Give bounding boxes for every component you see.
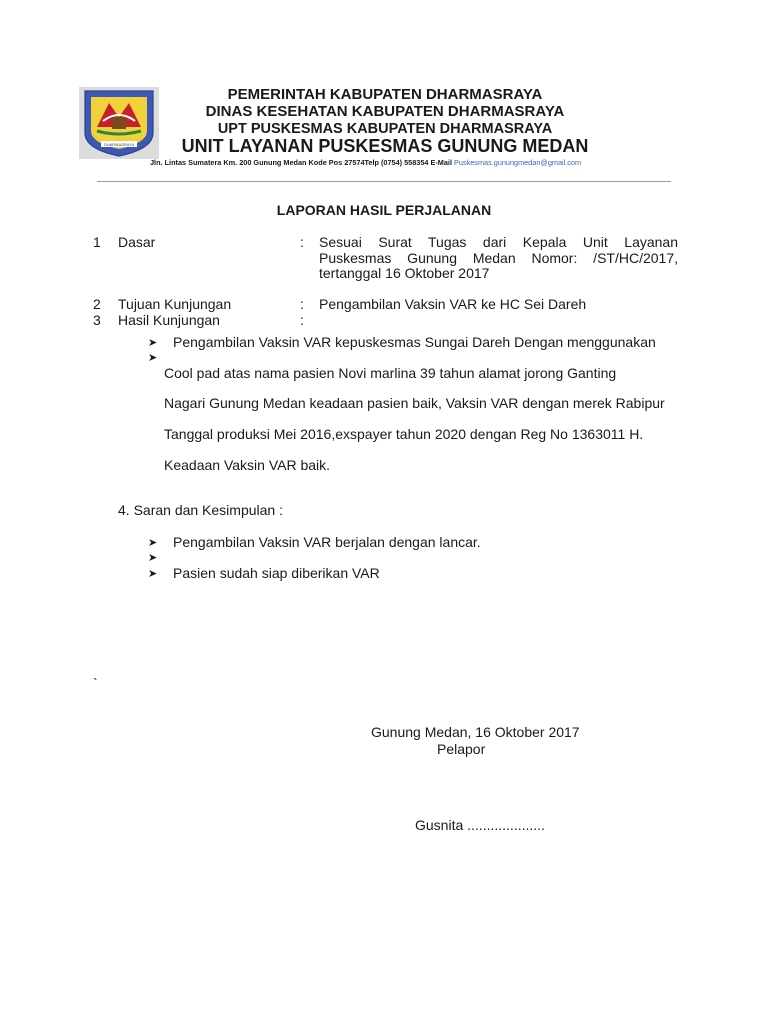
- hasil-bullet-text: Pengambilan Vaksin VAR kepuskesmas Sungai Dareh Dengan menggunakan: [173, 334, 656, 350]
- saran-bullet-text: Pasien sudah siap diberikan VAR: [173, 565, 380, 581]
- item-colon: :: [300, 234, 304, 250]
- address-text: Jln. Lintas Sumatera Km. 200 Gunung Medan Kode Pos 27574Telp (0754) 558354 E-Mail: [150, 158, 455, 167]
- header-line-unit: UNIT LAYANAN PUSKESMAS GUNUNG MEDAN: [181, 136, 589, 156]
- bullet-arrow-icon: ➤: [148, 552, 158, 564]
- bullet-arrow-icon: ➤: [148, 537, 158, 549]
- item-colon: :: [300, 312, 304, 328]
- item-label-tujuan: Tujuan Kunjungan: [118, 296, 232, 312]
- item-label-dasar: Dasar: [118, 234, 156, 250]
- header-divider: [97, 181, 671, 182]
- email-link[interactable]: Puskesmas.gunungmedan@gmail.com: [454, 158, 582, 167]
- header-address: [150, 158, 581, 167]
- bullet-arrow-icon: ➤: [148, 568, 158, 580]
- svg-text:DHARMASRAYA: DHARMASRAYA: [103, 142, 135, 147]
- dasar-value-line: tertanggal 16 Oktober 2017: [319, 265, 490, 281]
- saran-bullet-text: Pengambilan Vaksin VAR berjalan dengan lancar.: [173, 534, 481, 550]
- item-number: 2: [93, 296, 101, 312]
- report-title: LAPORAN HASIL PERJALANAN: [276, 202, 492, 218]
- dasar-value-line: Puskesmas Gunung Medan Nomor: /ST/HC/2017,: [319, 250, 678, 266]
- header-line-upt: UPT PUSKESMAS KABUPATEN DHARMASRAYA: [217, 121, 553, 137]
- dasar-value-line: Sesuai Surat Tugas dari Kepala Unit Layanan: [319, 234, 678, 250]
- saran-heading: 4. Saran dan Kesimpulan :: [118, 502, 283, 518]
- item-number: 3: [93, 312, 101, 328]
- regency-logo: [79, 87, 159, 159]
- closing-role: Pelapor: [437, 741, 486, 757]
- tujuan-value: Pengambilan Vaksin VAR ke HC Sei Dareh: [319, 296, 587, 312]
- header-line-government: PEMERINTAH KABUPATEN DHARMASRAYA: [227, 86, 543, 103]
- item-number: 1: [93, 234, 101, 250]
- hasil-line: Nagari Gunung Medan keadaan pasien baik, Vaksin VAR dengan merek Rabipur: [164, 395, 665, 411]
- header-line-health-office: DINAS KESEHATAN KABUPATEN DHARMASRAYA: [205, 103, 565, 120]
- signer-name: Gusnita ....................: [415, 817, 545, 833]
- bullet-arrow-icon: ➤: [148, 337, 158, 349]
- hasil-line: Keadaan Vaksin VAR baik.: [164, 457, 331, 473]
- closing-place-date: Gunung Medan, 16 Oktober 2017: [371, 724, 580, 740]
- item-label-hasil: Hasil Kunjungan: [118, 312, 220, 328]
- hasil-line: Tanggal produksi Mei 2016,exspayer tahun 2020 dengan Reg No 1363011 H.: [164, 426, 644, 442]
- item-colon: :: [300, 296, 304, 312]
- stray-mark: `: [93, 675, 98, 691]
- hasil-line: Cool pad atas nama pasien Novi marlina 39 tahun alamat jorong Ganting: [164, 365, 617, 381]
- bullet-arrow-icon: ➤: [148, 352, 158, 364]
